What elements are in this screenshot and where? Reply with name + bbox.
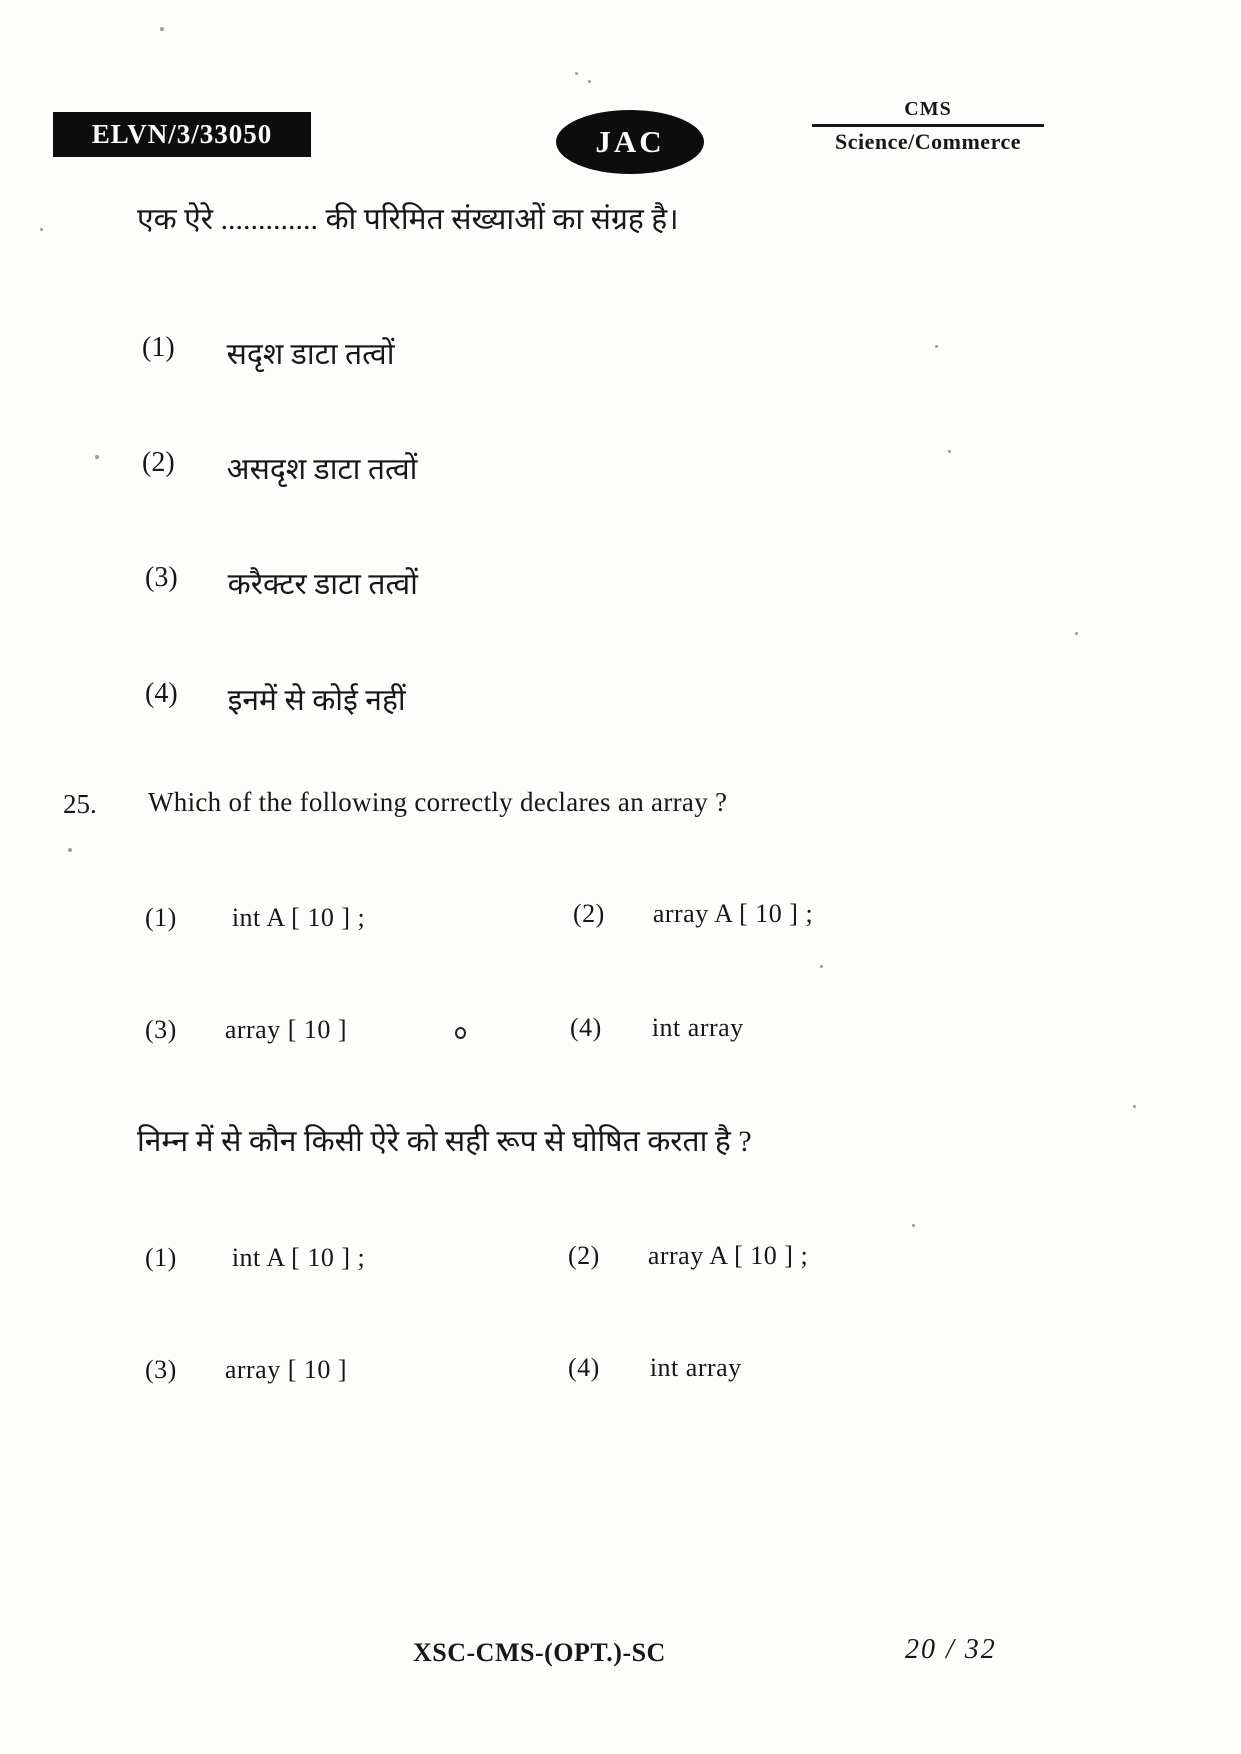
scan-speck [820, 965, 823, 968]
scan-speck [575, 72, 578, 75]
option-row [568, 1241, 808, 1271]
scan-speck [1075, 632, 1078, 635]
option-row [145, 678, 406, 719]
option-text: असदृश डाटा तत्वों [226, 453, 418, 486]
question-prev-stem-hindi: एक ऐरे ............. की परिमित संख्याओं का संग्रह है। [137, 203, 679, 236]
jac-logo-text: JAC [595, 124, 665, 159]
scan-speck [935, 345, 938, 348]
option-row [145, 1355, 347, 1385]
option-row [145, 903, 365, 933]
scan-speck [1133, 1105, 1136, 1108]
option-text: array A [ 10 ] ; [652, 899, 814, 928]
paper-code-text: ELVN/3/33050 [91, 119, 273, 149]
option-number: (4) [570, 1013, 602, 1042]
scan-dot-artifact [455, 1027, 466, 1039]
option-row [142, 332, 394, 373]
paper-code-badge [53, 112, 311, 157]
option-number: (3) [145, 1355, 177, 1384]
option-text: array [ 10 ] [224, 1015, 348, 1044]
option-text: int A [ 10 ] ; [231, 1243, 366, 1272]
scan-speck [160, 27, 164, 31]
scan-speck [948, 450, 951, 453]
option-number: (1) [142, 332, 175, 363]
option-text: int array [649, 1353, 742, 1382]
option-text: array [ 10 ] [224, 1355, 348, 1384]
page-indicator: 20 / 32 [905, 1634, 997, 1665]
stream-header [812, 98, 1044, 155]
option-row [145, 1243, 365, 1273]
option-number: (3) [145, 562, 178, 593]
booklet-code: XSC-CMS-(OPT.)-SC [413, 1638, 666, 1667]
option-row [573, 899, 813, 929]
jac-logo [556, 110, 704, 174]
option-number: (4) [145, 678, 178, 709]
stream-subjects: Science/Commerce [835, 129, 1021, 154]
option-text: array A [ 10 ] ; [647, 1241, 809, 1270]
scan-speck [68, 848, 72, 852]
question-25-stem-english: Which of the following correctly declares an array ? [148, 787, 728, 817]
option-number: (1) [145, 1243, 177, 1272]
option-number: (4) [568, 1353, 600, 1382]
option-number: (3) [145, 1015, 177, 1044]
option-row [145, 562, 418, 603]
option-text: int array [651, 1013, 744, 1042]
option-number: (2) [568, 1241, 600, 1270]
option-number: (2) [573, 899, 605, 928]
option-row [145, 1015, 347, 1045]
question-25-stem-hindi: निम्न में से कौन किसी ऐरे को सही रूप से घोषित करता है ? [137, 1125, 752, 1158]
option-row [568, 1353, 742, 1383]
question-number: 25. [63, 789, 97, 819]
option-text: करैक्टर डाटा तत्वों [227, 568, 418, 601]
option-row [570, 1013, 744, 1043]
scan-speck [40, 228, 43, 231]
option-number: (2) [142, 447, 175, 478]
option-text: सदृश डाटा तत्वों [226, 338, 395, 371]
scan-speck [95, 455, 99, 459]
option-text: इनमें से कोई नहीं [227, 684, 406, 717]
scan-speck [588, 80, 591, 83]
option-number: (1) [145, 903, 177, 932]
scan-speck [912, 1224, 915, 1227]
option-text: int A [ 10 ] ; [231, 903, 366, 932]
option-row [142, 447, 417, 488]
stream-name: CMS [904, 98, 952, 120]
